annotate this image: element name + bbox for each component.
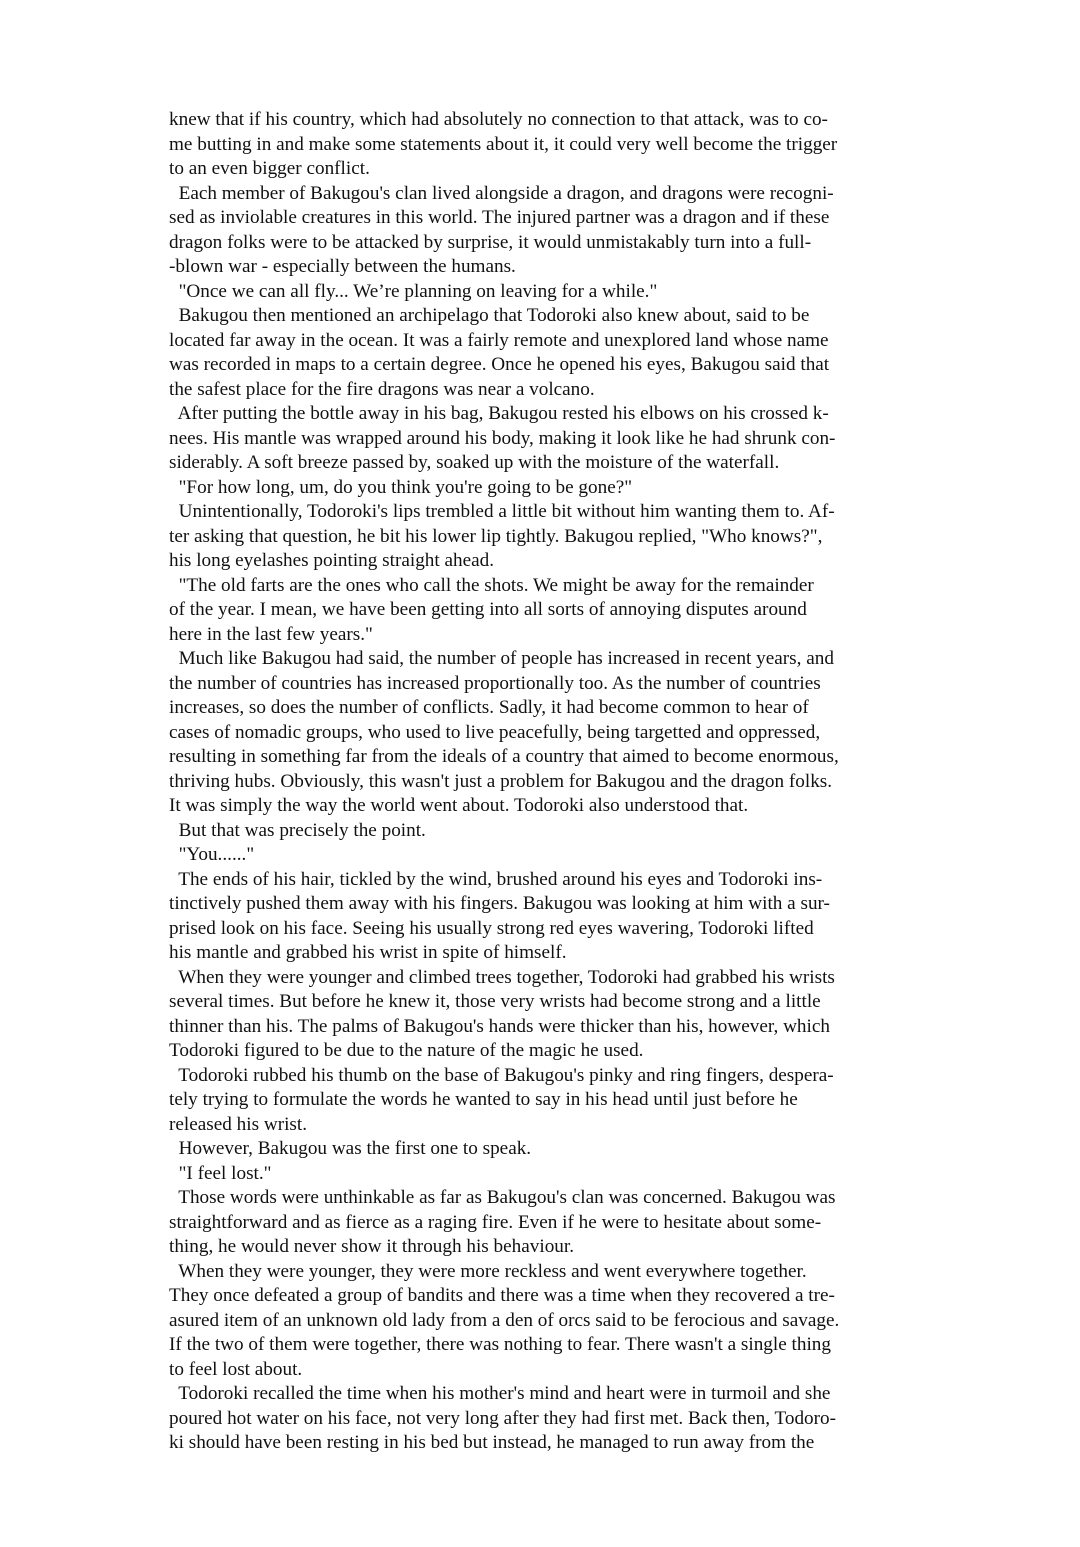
text-line: ki should have been resting in his bed but instead, he managed to run away from the [169, 1432, 815, 1453]
text-line: thinner than his. The palms of Bakugou's hands were thicker than his, however, which [169, 1015, 830, 1037]
text-line: tely trying to formulate the words he wanted to say in his head until just before he [169, 1089, 798, 1110]
text-line: However, Bakugou was the first one to speak. [169, 1138, 532, 1159]
text-line: But that was precisely the point. [169, 819, 426, 841]
text-line: to an even bigger conflict. [169, 158, 370, 179]
document-body [169, 108, 939, 1456]
text-line: When they were younger, they were more reckless and went everywhere together. [169, 1260, 807, 1282]
text-line: of the year. I mean, we have been getting into all sorts of annoying disputes around [169, 599, 807, 620]
text-line: If the two of them were together, there was nothing to fear. There wasn't a single thing [169, 1334, 831, 1355]
text-line: here in the last few years." [169, 623, 373, 645]
text-line: his long eyelashes pointing straight ahead. [169, 550, 495, 571]
text-line: It was simply the way the world went about. Todoroki also understood that. [169, 795, 749, 816]
text-line: straightforward and as fierce as a raging fire. Even if he were to hesitate about some- [169, 1211, 822, 1233]
text-line: was recorded in maps to a certain degree. Once he opened his eyes, Bakugou said that [169, 354, 830, 375]
text-line: knew that if his country, which had absolutely no connection to that attack, was to co- [169, 109, 828, 130]
text-line: poured hot water on his face, not very long after they had first met. Back then, Todoro- [169, 1407, 836, 1429]
text-line: Those words were unthinkable as far as Bakugou's clan was concerned. Bakugou was [169, 1187, 836, 1208]
text-line: They once defeated a group of bandits and there was a time when they recovered a tre- [169, 1285, 835, 1306]
text-line: to feel lost about. [169, 1358, 303, 1380]
text-line: the safest place for the fire dragons was near a volcano. [169, 378, 595, 400]
text-line: prised look on his face. Seeing his usually strong red eyes wavering, Todoroki lifted [169, 917, 814, 939]
text-line: asured item of an unknown old lady from a den of orcs said to be ferocious and savage. [169, 1309, 840, 1331]
text-line: Each member of Bakugou's clan lived alongside a dragon, and dragons were recogni- [169, 182, 834, 204]
text-line: resulting in something far from the ideals of a country that aimed to become enormous, [169, 746, 839, 767]
text-line: Todoroki recalled the time when his mother's mind and heart were in turmoil and she [169, 1383, 831, 1404]
text-line: Unintentionally, Todoroki's lips trembled a little bit without him wanting them to. Af- [169, 501, 835, 522]
text-line: Todoroki figured to be due to the nature of the magic he used. [169, 1040, 644, 1061]
text-line: The ends of his hair, tickled by the wind, brushed around his eyes and Todoroki ins- [169, 868, 823, 890]
text-line: ter asking that question, he bit his lower lip tightly. Bakugou replied, "Who knows?", [169, 525, 823, 547]
text-line: When they were younger and climbed trees together, Todoroki had grabbed his wrists [169, 966, 835, 988]
text-line: tinctively pushed them away with his fingers. Bakugou was looking at him with a sur- [169, 893, 830, 914]
text-line: After putting the bottle away in his bag, Bakugou rested his elbows on his crossed k- [169, 403, 829, 424]
text-line: increases, so does the number of conflicts. Sadly, it had become common to hear of [169, 697, 809, 718]
text-line: "You......" [169, 844, 255, 865]
text-line: cases of nomadic groups, who used to live peacefully, being targetted and oppressed, [169, 721, 821, 743]
document-page [169, 108, 939, 1456]
text-line: me butting in and make some statements about it, it could very well become the trigger [169, 133, 838, 155]
text-line: "I feel lost." [169, 1162, 272, 1184]
text-line: several times. But before he knew it, those very wrists had become strong and a little [169, 991, 821, 1012]
text-line: siderably. A soft breeze passed by, soaked up with the moisture of the waterfall. [169, 452, 780, 473]
text-line: dragon folks were to be attacked by surprise, it would unmistakably turn into a full- [169, 231, 812, 253]
text-line: nees. His mantle was wrapped around his body, making it look like he had shrunk con- [169, 427, 836, 449]
text-line: thriving hubs. Obviously, this wasn't just a problem for Bakugou and the dragon folks. [169, 770, 833, 792]
text-line: the number of countries has increased proportionally too. As the number of countries [169, 672, 821, 694]
text-line: Much like Bakugou had said, the number of people has increased in recent years, and [169, 648, 834, 669]
text-line: "For how long, um, do you think you're going to be gone?" [169, 476, 633, 498]
text-line: his mantle and grabbed his wrist in spite of himself. [169, 942, 567, 963]
text-line: "The old farts are the ones who call the shots. We might be away for the remainder [169, 574, 814, 596]
text-line: Todoroki rubbed his thumb on the base of Bakugou's pinky and ring fingers, despera- [169, 1064, 834, 1086]
text-line: -blown war - especially between the humans. [169, 256, 516, 277]
text-line: released his wrist. [169, 1113, 308, 1135]
text-line: thing, he would never show it through his behaviour. [169, 1236, 575, 1257]
text-line: located far away in the ocean. It was a fairly remote and unexplored land whose name [169, 329, 829, 351]
text-line: "Once we can all fly... We’re planning on leaving for a while." [169, 280, 658, 302]
text-line: Bakugou then mentioned an archipelago that Todoroki also knew about, said to be [169, 305, 810, 326]
text-line: sed as inviolable creatures in this world. The injured partner was a dragon and if these [169, 207, 830, 228]
